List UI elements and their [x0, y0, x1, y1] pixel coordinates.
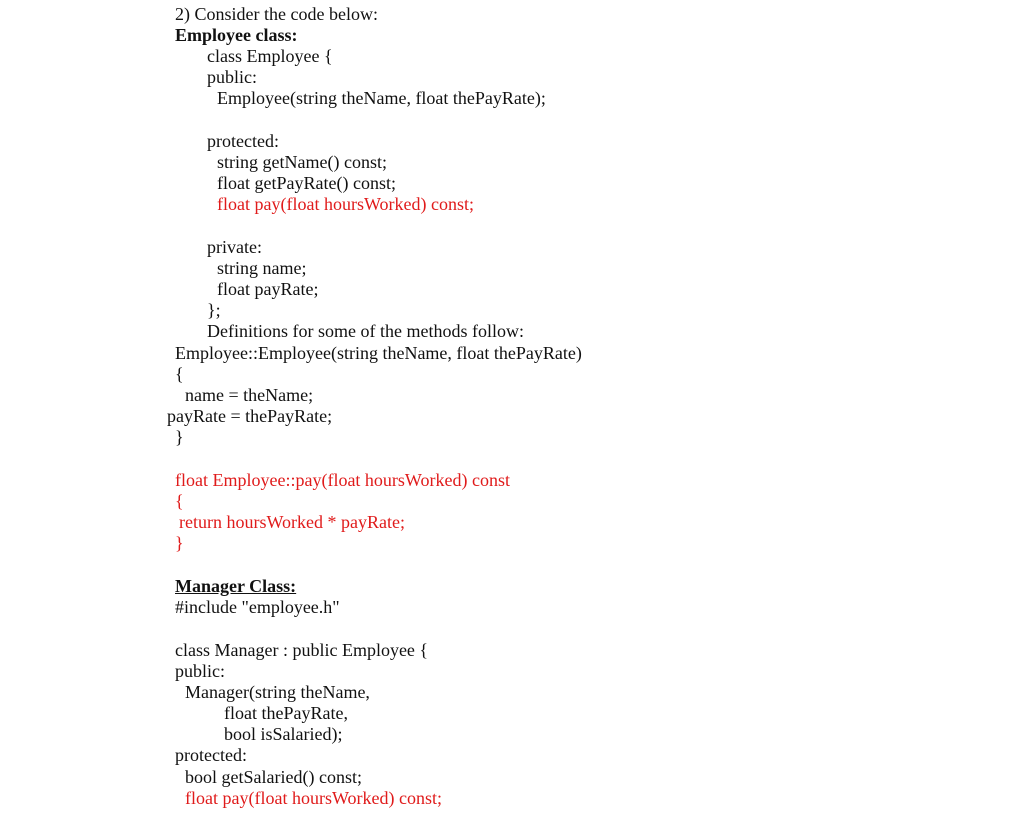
- manager-constructor-line-3: bool isSalaried);: [224, 724, 343, 744]
- employee-constructor-definition: Employee::Employee(string theName, float thePayRate): [175, 343, 582, 363]
- manager-constructor-line-1: Manager(string theName,: [185, 682, 370, 702]
- manager-include-directive: #include "employee.h": [175, 597, 340, 617]
- employee-constructor-body-payrate: payRate = thePayRate;: [167, 406, 333, 426]
- manager-protected-label: protected:: [175, 745, 247, 765]
- question-title: 2) Consider the code below:: [175, 4, 378, 24]
- employee-private-label: private:: [207, 237, 262, 257]
- manager-public-label: public:: [175, 661, 225, 681]
- employee-name-field: string name;: [217, 258, 307, 278]
- manager-constructor-line-2: float thePayRate,: [224, 703, 348, 723]
- employee-protected-label: protected:: [207, 131, 279, 151]
- manager-class-declaration: class Manager : public Employee {: [175, 640, 429, 660]
- employee-constructor-open-brace: {: [175, 364, 184, 384]
- definitions-note: Definitions for some of the methods follow:: [207, 321, 524, 341]
- employee-pay-close-brace: }: [175, 533, 184, 553]
- manager-getsalaried-declaration: bool getSalaried() const;: [185, 767, 362, 787]
- employee-pay-open-brace: {: [175, 491, 184, 511]
- employee-public-label: public:: [207, 67, 257, 87]
- employee-class-close: };: [207, 300, 221, 320]
- employee-constructor-declaration: Employee(string theName, float thePayRate);: [217, 88, 546, 108]
- employee-pay-definition: float Employee::pay(float hoursWorked) const: [175, 470, 510, 490]
- employee-constructor-body-name: name = theName;: [185, 385, 314, 405]
- employee-payrate-field: float payRate;: [217, 279, 319, 299]
- employee-getpayrate-declaration: float getPayRate() const;: [217, 173, 396, 193]
- employee-pay-declaration: float pay(float hoursWorked) const;: [217, 194, 474, 214]
- employee-constructor-close-brace: }: [175, 427, 184, 447]
- employee-class-declaration: class Employee {: [207, 46, 333, 66]
- employee-class-heading: Employee class:: [175, 25, 298, 45]
- employee-getname-declaration: string getName() const;: [217, 152, 387, 172]
- manager-class-heading: Manager Class:: [175, 576, 297, 596]
- employee-pay-body: return hoursWorked * payRate;: [179, 512, 405, 532]
- manager-pay-declaration: float pay(float hoursWorked) const;: [185, 788, 442, 808]
